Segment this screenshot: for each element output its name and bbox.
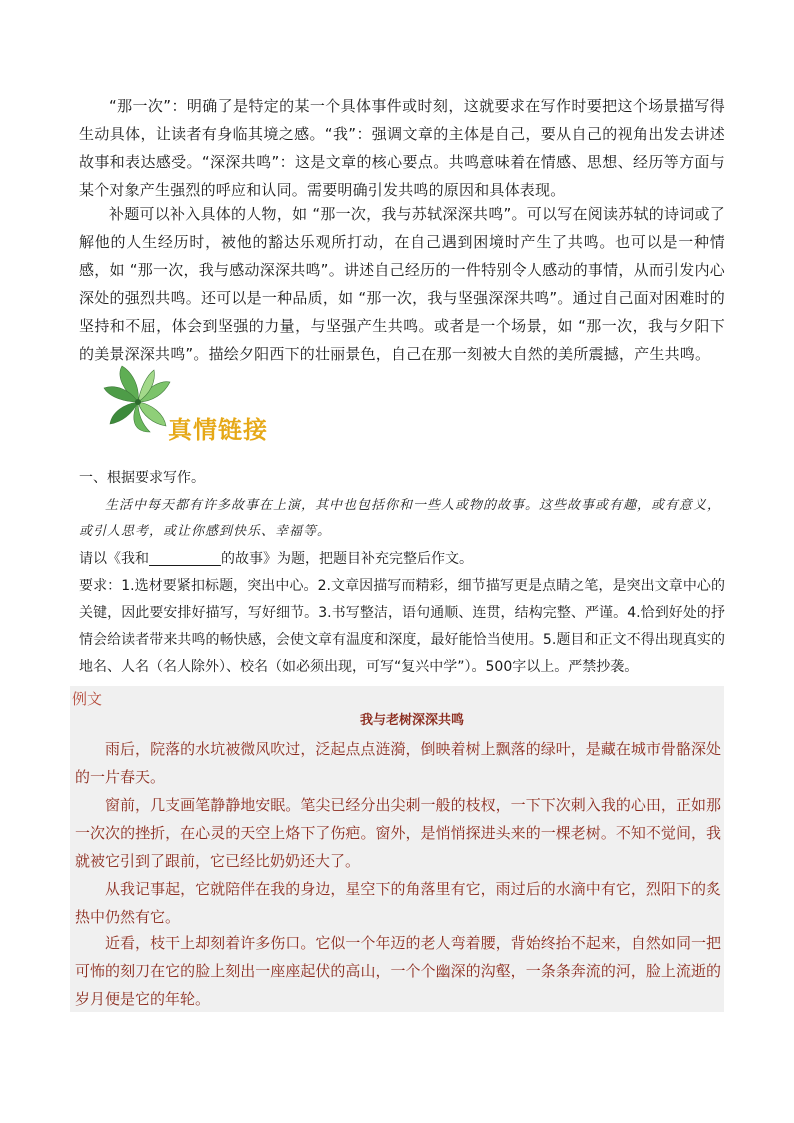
question-heading: 一、根据要求写作。 — [79, 470, 205, 486]
instruction-suffix: 的故事》为题，把题目补充完整后作文。 — [221, 551, 473, 567]
sample-paragraph: 从我记事起，它就陪伴在我的身边，星空下的角落里有它，雨过后的水滴中有它，烈阳下的炙热中仍然有它。 — [75, 880, 721, 926]
fill-in-blank — [149, 549, 221, 566]
section-title: 真情链接 — [168, 416, 268, 444]
writing-requirements: 要求：1.选材要紧扣标题，突出中心。2.文章因描写而精彩，细节描写更是点睛之笔，是突出文章中心的关键，因此要安排好描写，写好细节。3.书写整洁，语句通顺、连贯，结构完整、严谨。4.恰到好处的抒情会给读者带来共鸣的畅快感，会使文章有温度和深度，最好能恰当使用。5.题目和正文不得出现真实的地名、人名（名人除外）、校名（如必须出现，可写“复兴中学”）。500字以上。严禁抄袭。 — [79, 578, 725, 675]
leaf-cluster-icon — [102, 362, 174, 434]
writing-instruction — [79, 546, 725, 572]
sample-paragraph: 窗前，几支画笔静静地安眠。笔尖已经分出尖刺一般的枝杈，一下下次刺入我的心田，正如那一次次的挫折，在心灵的天空上烙下了伤疤。窗外，是悄悄探进头来的一棵老树。不知不觉间，我就被它引到了跟前，它已经比奶奶还大了。 — [75, 796, 721, 870]
sample-paragraph: 近看，枝干上却刻着许多伤口。它似一个年迈的老人弯着腰，背始终抬不起来，自然如同一把可怖的刻刀在它的脸上刻出一座座起伏的高山，一个个幽深的沟壑，一条条奔流的河，脸上流逝的岁月便是它的年轮。 — [75, 934, 721, 1008]
intro-paragraph-2: 补题可以补入具体的人物，如 “那一次，我与苏轼深深共鸣”。可以写在阅读苏轼的诗词或了解他的人生经历时，被他的豁达乐观所打动，在自己遇到困境时产生了共鸣。也可以是一种情感，如 “那一次，我与感动深深共鸣”。讲述自己经历的一件特别令人感动的事情，从而引发内心深处的强烈共鸣。还可以是一种品质，如 “那一次，我与坚强深深共鸣”。通过自己面对困难时的坚持和不屈，体会到坚强的力量，与坚强产生共鸣。或者是一个场景，如 “那一次，我与夕阳下的美景深深共鸣”。描绘夕阳西下的壮丽景色，自己在那一刻被大自然的美所震撼，产生共鸣。 — [79, 205, 725, 363]
sample-essay-title: 我与老树深深共鸣 — [359, 713, 464, 728]
instruction-prefix: 请以《我和 — [79, 551, 149, 567]
sample-label: 例文 — [72, 690, 103, 708]
sample-paragraph: 雨后，院落的水坑被微风吹过，泛起点点涟漪，倒映着树上飘落的绿叶，是藏在城市骨骼深处的一片春天。 — [75, 740, 721, 786]
writing-prompt: 生活中每天都有许多故事在上演，其中也包括你和一些人或物的故事。这些故事或有趣，或有意义，或引人思考，或让你感到快乐、幸福等。 — [79, 498, 722, 539]
intro-paragraph-1: “那一次”：明确了是特定的某一个具体事件或时刻，这就要求在写作时要把这个场景描写得生动具体，让读者有身临其境之感。“我”：强调文章的主体是自己，要从自己的视角出发去讲述故事和表达感受。“深深共鸣”：这是文章的核心要点。共鸣意味着在情感、思想、经历等方面与某个对象产生强烈的呼应和认同。需要明确引发共鸣的原因和具体表现。 — [79, 97, 725, 199]
